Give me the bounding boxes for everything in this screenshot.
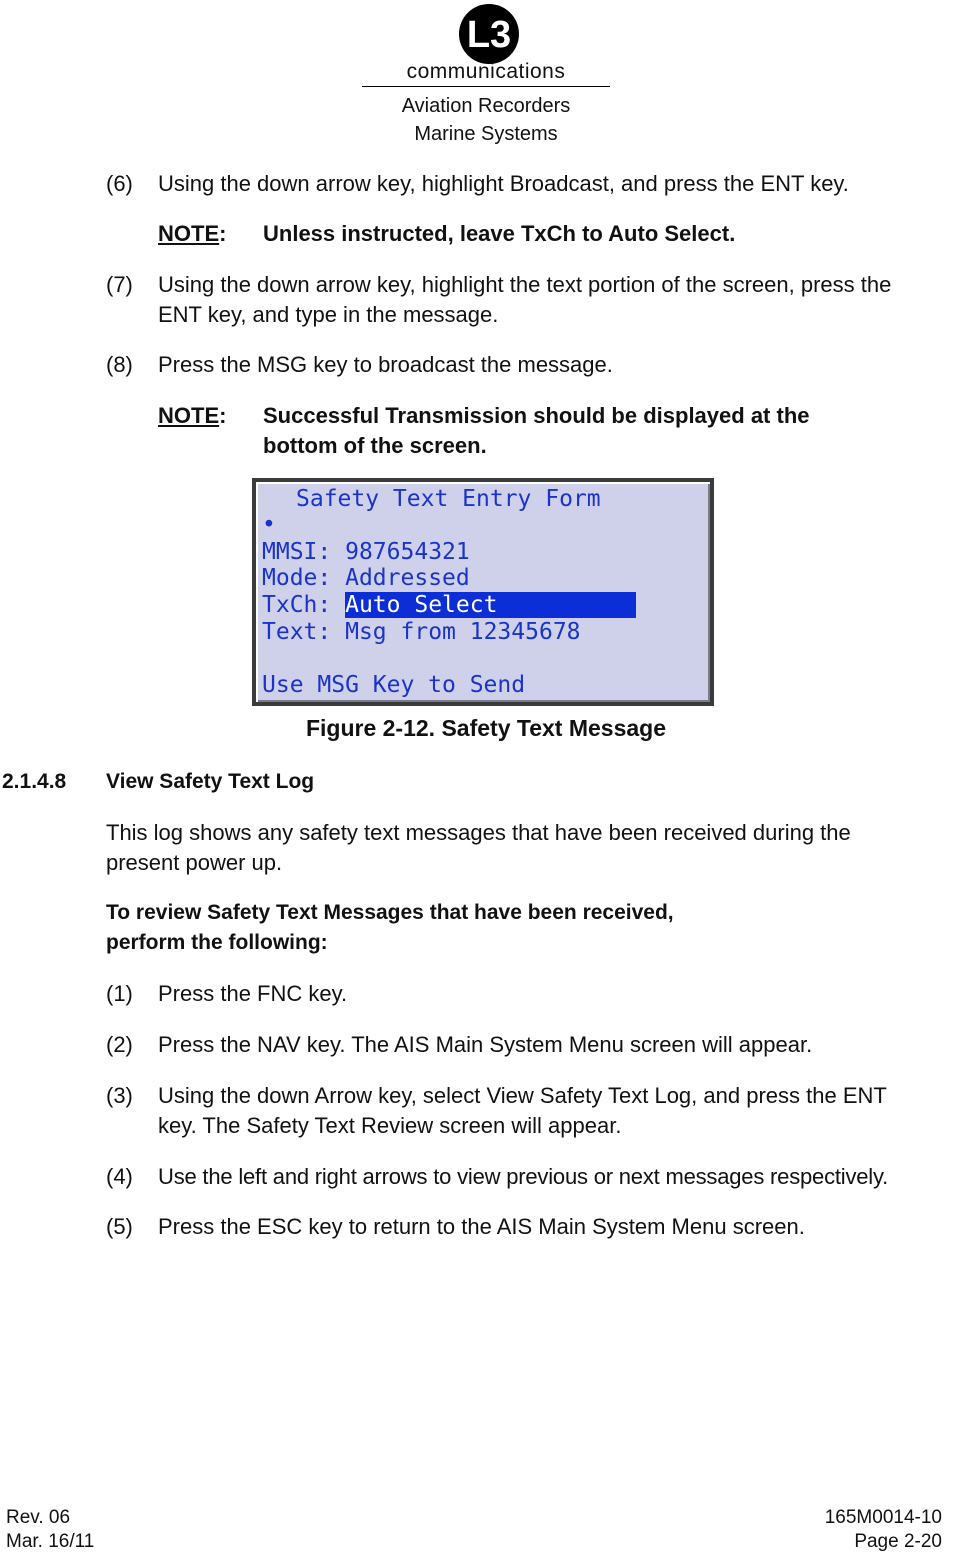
- footer-date: Mar. 16/11: [6, 1531, 95, 1552]
- lcd-mode-label: Mode:: [262, 565, 332, 591]
- logo-mark: L3: [466, 14, 512, 56]
- step-text: Press the MSG key to broadcast the message.: [158, 352, 613, 377]
- section-title: View Safety Text Log: [106, 770, 315, 793]
- lcd-bullet: •: [262, 512, 276, 538]
- lcd-mode-value: Addressed: [345, 565, 470, 591]
- header-line-2: Marine Systems: [414, 123, 558, 145]
- step-number: (3): [106, 1083, 133, 1108]
- logo-wordmark: communications: [406, 60, 566, 83]
- lcd-txch-label: TxCh:: [262, 592, 332, 618]
- step-text: Using the down arrow key, highlight the text portion of the screen, press the: [158, 272, 892, 297]
- step-text: Press the FNC key.: [158, 981, 348, 1006]
- note-label: [158, 219, 226, 248]
- header-divider: [362, 86, 610, 87]
- step-text: ENT key, and type in the message.: [158, 302, 499, 327]
- note-colon: :: [219, 403, 227, 428]
- note-text: Unless instructed, leave TxCh to Auto Select.: [263, 221, 736, 246]
- step-text: Using the down arrow key, highlight Broadcast, and press the ENT key.: [158, 171, 849, 196]
- lcd-mode-row: [262, 565, 470, 591]
- intro-text: present power up.: [106, 850, 283, 875]
- lcd-text-value: Msg from 12345678: [345, 619, 581, 645]
- lcd-title: Safety Text Entry Form: [296, 486, 601, 512]
- note-colon: :: [219, 221, 227, 246]
- step-number: (2): [106, 1032, 133, 1057]
- step-text: key. The Safety Text Review screen will appear.: [158, 1113, 622, 1138]
- step-number: (8): [106, 352, 133, 377]
- instructions-heading: To review Safety Text Messages that have been received,: [106, 901, 674, 924]
- note-label-word: NOTE: [158, 221, 220, 246]
- step-number: (7): [106, 272, 133, 297]
- footer-doc-number: 165M0014-10: [824, 1507, 942, 1528]
- footer-page-number: Page 2-20: [854, 1531, 942, 1552]
- step-text: Use the left and right arrows to view previous or next messages respectively.: [158, 1164, 889, 1189]
- lcd-mmsi-row: [262, 539, 470, 565]
- note-label-word: NOTE: [158, 403, 220, 428]
- lcd-text-label: Text:: [262, 619, 332, 645]
- section-number: 2.1.4.8: [2, 770, 67, 793]
- lcd-mmsi-label: MMSI:: [262, 539, 332, 565]
- note-text: Successful Transmission should be displayed at the: [263, 403, 810, 428]
- step-text: Using the down Arrow key, select View Safety Text Log, and press the ENT: [158, 1083, 887, 1108]
- step-text: Press the ESC key to return to the AIS Main System Menu screen.: [158, 1214, 805, 1239]
- lcd-txch-row: [262, 592, 636, 618]
- footer-revision: Rev. 06: [6, 1507, 71, 1528]
- lcd-footer: Use MSG Key to Send: [262, 672, 526, 698]
- intro-text: This log shows any safety text messages that have been received during the: [106, 820, 851, 845]
- step-number: (5): [106, 1214, 133, 1239]
- header-line-1: Aviation Recorders: [401, 95, 571, 117]
- instructions-heading: perform the following:: [106, 931, 328, 954]
- lcd-screen-figure: [252, 478, 714, 706]
- step-text: Press the NAV key. The AIS Main System Menu screen will appear.: [158, 1032, 813, 1057]
- lcd-text-row: [262, 619, 581, 645]
- note-text: bottom of the screen.: [263, 433, 487, 458]
- figure-caption: Figure 2-12. Safety Text Message: [305, 715, 667, 741]
- lcd-mmsi-value: 987654321: [345, 539, 470, 565]
- step-number: (4): [106, 1164, 133, 1189]
- step-number: (6): [106, 171, 133, 196]
- lcd-txch-value-highlighted: Auto Select: [345, 592, 636, 618]
- note-label: [158, 401, 226, 430]
- l3-logo: [455, 4, 523, 64]
- step-number: (1): [106, 981, 133, 1006]
